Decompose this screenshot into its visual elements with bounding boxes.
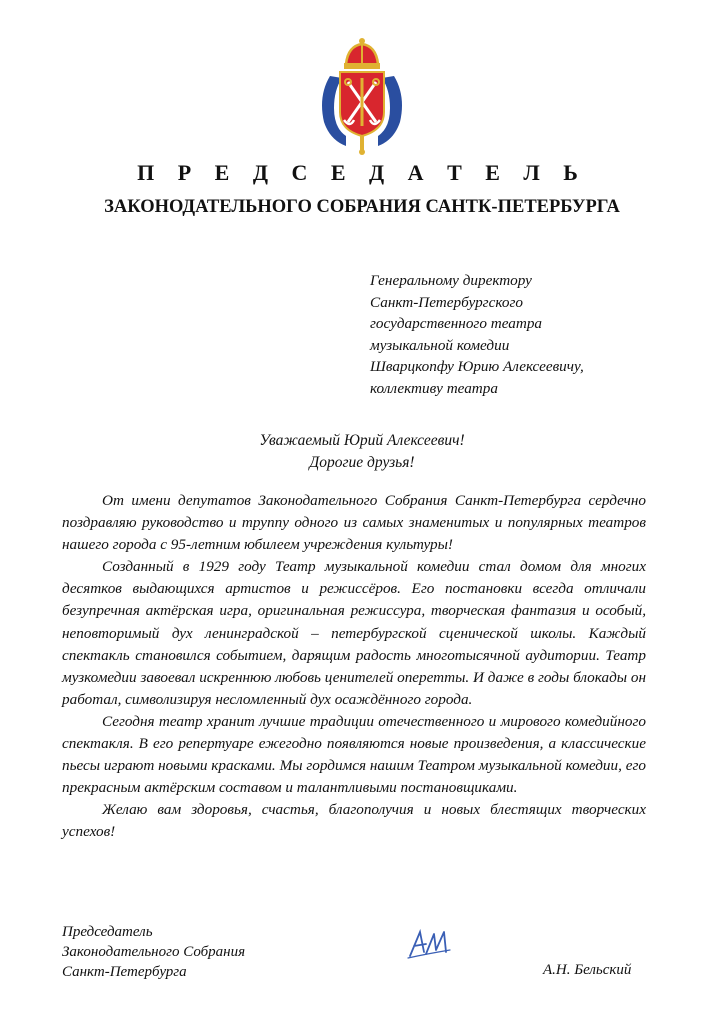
addressee-block (370, 270, 700, 399)
signatory-position-line: Законодательного Собрания (62, 944, 246, 960)
body-paragraph: Сегодня театр хранит лучшие традиции отечественного и мирового комедийного спектакля. В его репертуаре ежегодно появляются новые произведения, а классические пьесы играют новыми красками. Мы гордимся нашим Театром музыкальной комедии, его прекрасным актёрским составом и талантливыми постановщиками. (62, 712, 646, 797)
body-paragraph: Созданный в 1929 году Театр музыкальной комедии стал домом для многих десятков выдающихся артистов и режиссёров. Его постановки всегда отличали безупречная актёрская игра, оригинальная режиссура, творческая фантазия и особый, неповторимый дух ленинградской – петербургской сценической школы. Каждый спектакль становился событием, дарящим радость многотысячной аудитории. Театр музкомедии завоевал искреннюю любовь ценителей оперетты. И даже в годы блокады он работал, символизируя несломленный дух осаждённого города. (62, 558, 646, 708)
greeting-block (0, 430, 724, 474)
addressee-line: Санкт-Петербургского (370, 293, 523, 311)
signatory-position-line: Санкт-Петербурга (62, 964, 187, 980)
addressee-line: коллективу театра (370, 379, 498, 397)
addressee-line: музыкальной комедии (370, 336, 510, 354)
signatory-name: А.Н. Бельский (543, 962, 632, 978)
addressee-line: государственного театра (370, 315, 543, 332)
greeting-line: Уважаемый Юрий Алексеевич! (259, 432, 465, 449)
addressee-line: Шварцкопфу Юрию Алексеевичу, (370, 358, 584, 375)
page-title: П Р Е Д С Е Д А Т Е Л Ь (137, 160, 587, 185)
body-paragraph: От имени депутатов Законодательного Собрания Санкт-Петербурга сердечно поздравляю руководство и труппу одного из самых знаменитых и популярных театров нашего города с 95-летним юбилеем учреждения культуры! (62, 492, 646, 554)
signatory-position-line: Председатель (62, 924, 153, 940)
handwritten-signature-icon (406, 924, 452, 960)
letter-body (62, 490, 646, 844)
greeting-line: Дорогие друзья! (309, 454, 415, 471)
page-subtitle: ЗАКОНОДАТЕЛЬНОГО СОБРАНИЯ САНТК-ПЕТЕРБУРГА (104, 197, 620, 217)
signatory-position (62, 922, 245, 982)
coat-of-arms-icon (316, 36, 408, 156)
addressee-line: Генеральному директору (370, 272, 532, 289)
body-paragraph: Желаю вам здоровья, счастья, благополучия и новых блестящих творческих успехов! (62, 801, 646, 841)
